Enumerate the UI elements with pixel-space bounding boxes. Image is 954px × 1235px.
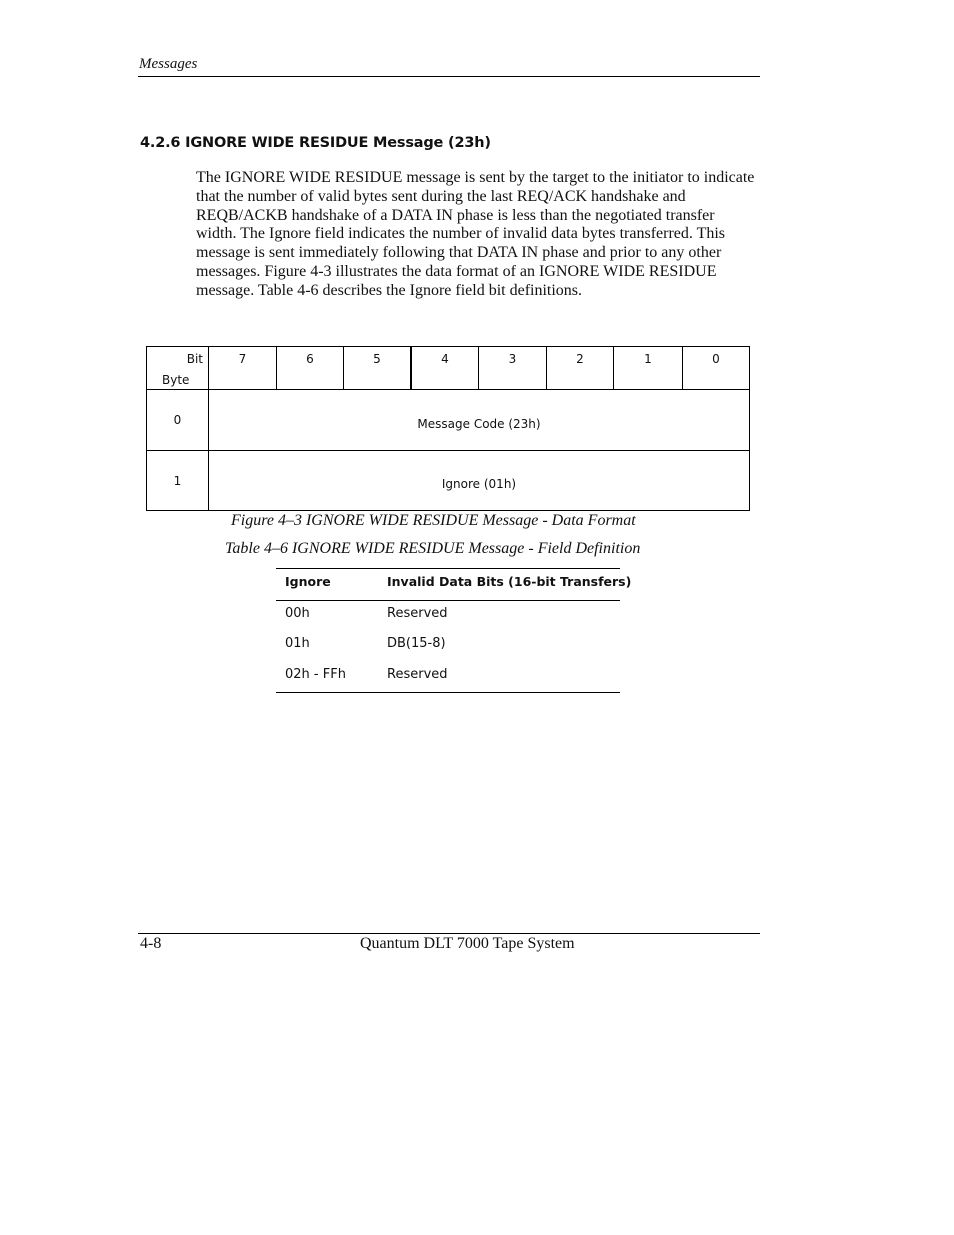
bit-5-label: 5 <box>373 352 381 366</box>
figure-row-divider <box>147 450 749 451</box>
section-title: 4.2.6 IGNORE WIDE RESIDUE Message (23h) <box>140 135 491 151</box>
cell-invalid-bits: DB(15-8) <box>387 636 446 651</box>
page-number: 4-8 <box>140 935 162 952</box>
bit-7-label: 7 <box>238 352 247 366</box>
footer-rule <box>138 933 760 934</box>
data-format-figure <box>146 346 750 511</box>
corner-byte-label: Byte <box>162 373 190 387</box>
table-caption: Table 4–6 IGNORE WIDE RESIDUE Message - Field Definition <box>225 540 641 557</box>
figure-header-divider <box>147 389 749 390</box>
running-header: Messages <box>139 56 198 72</box>
bit-3-label: 3 <box>508 352 517 366</box>
table-top-rule <box>276 568 620 569</box>
cell-ignore: 02h - FFh <box>285 667 346 682</box>
bit-2-label: 2 <box>576 352 584 366</box>
bit-0-label: 0 <box>712 352 720 366</box>
section-body <box>196 169 756 301</box>
cell-invalid-bits: Reserved <box>387 667 448 682</box>
table-header-rule <box>276 600 620 601</box>
cell-invalid-bits: Reserved <box>387 606 448 621</box>
corner-bit-label: Bit <box>186 352 203 366</box>
byte-0-label: 0 <box>173 413 182 427</box>
figure-caption: Figure 4–3 IGNORE WIDE RESIDUE Message - Data Format <box>231 512 636 529</box>
header-rule <box>138 76 760 77</box>
ignore-field: Ignore (01h) <box>441 477 517 491</box>
cell-ignore: 01h <box>285 636 310 651</box>
message-code-field: Message Code (23h) <box>417 417 541 431</box>
bit-6-label: 6 <box>306 352 314 366</box>
cell-ignore: 00h <box>285 606 310 621</box>
body-paragraph: The IGNORE WIDE RESIDUE message is sent by the target to the initiator to indicate that the number of valid bytes sent during the last REQ/ACK handshake and REQB/ACKB handshake of a DATA IN phase is less than the negotiated transfer width. The Ignore field indicates the number of invalid data bytes transferred. This message is sent immediately following that DATA IN phase and prior to any other messages. Figure 4-3 illustrates the data format of an IGNORE WIDE RESIDUE message. Table 4-6 describes the Ignore field bit definitions. <box>196 169 755 299</box>
footer-doc-title: Quantum DLT 7000 Tape System <box>360 935 575 952</box>
bit-1-label: 1 <box>644 352 652 366</box>
table-bottom-rule <box>276 692 620 693</box>
header-ignore: Ignore <box>285 574 331 589</box>
header-invalid-bits: Invalid Data Bits (16-bit Transfers) <box>387 574 632 589</box>
bit-4-label: 4 <box>441 352 449 366</box>
byte-1-label: 1 <box>173 474 182 488</box>
